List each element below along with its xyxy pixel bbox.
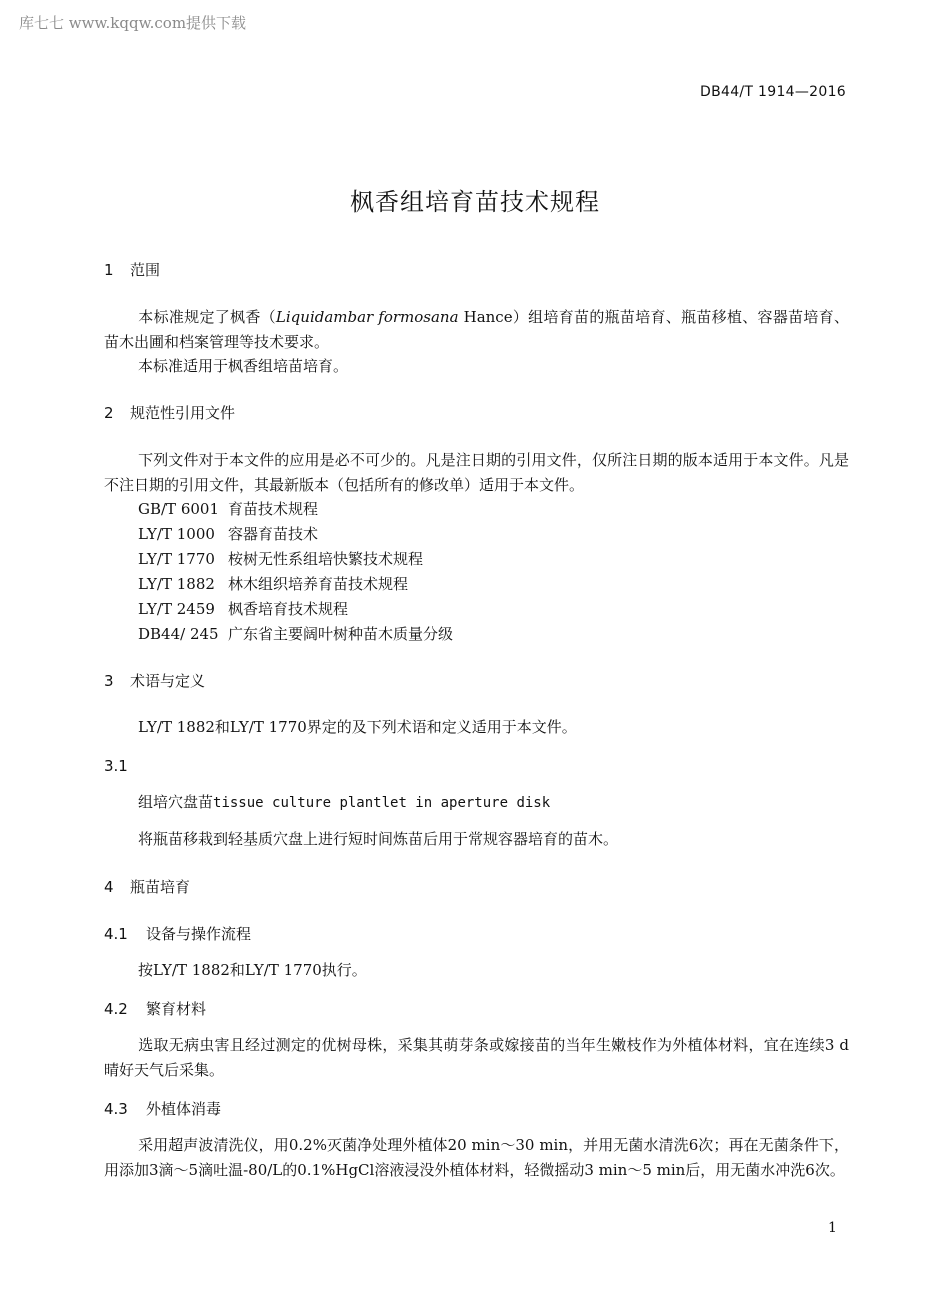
reference-name: 林木组织培养育苗技术规程 xyxy=(228,575,409,593)
section-number: 4 xyxy=(104,878,114,896)
text-run: 本标准规定了枫香（ xyxy=(138,308,276,326)
reference-item xyxy=(138,497,318,522)
subsection-4-1-paragraph: 按LY/T 1882和LY/T 1770执行。 xyxy=(138,961,367,979)
reference-item xyxy=(138,572,408,597)
section-1-paragraph-2 xyxy=(104,354,849,379)
subsection-4-2-paragraph xyxy=(104,1033,849,1083)
term-english: tissue culture plantlet in aperture disk xyxy=(213,795,551,811)
text-run: 本标准适用于枫香组培苗培育。 xyxy=(138,357,349,375)
standard-code: DB44/T 1914—2016 xyxy=(700,84,846,100)
reference-code: DB44/ 245 xyxy=(138,625,219,643)
section-1-paragraph-1 xyxy=(104,305,849,355)
reference-name: 广东省主要阔叶树种苗木质量分级 xyxy=(228,625,454,643)
term-number: 3.1 xyxy=(104,757,128,775)
section-title: 术语与定义 xyxy=(130,672,206,690)
reference-item xyxy=(138,522,318,547)
text-run: 下列文件对于本文件的应用是必不可少的。凡是注日期的引用文件，仅所注日期的版本适用于本文件。凡是不注日期的引用文件，其最新版本（包括所有的修改单）适用于本文件。 xyxy=(104,451,849,494)
reference-code: GB/T 6001 xyxy=(138,500,220,518)
section-4-heading xyxy=(104,876,190,897)
subsection-number: 4.3 xyxy=(104,1100,128,1118)
section-1-heading xyxy=(104,259,160,280)
section-number: 1 xyxy=(104,261,114,279)
document-title: 枫香组培育苗技术规程 xyxy=(350,188,600,216)
text-run: 采用超声波清洗仪，用0.2%灭菌净处理外植体20 min～30 min，并用无菌水清洗6次；再在无菌条件下，用添加3滴～5滴吐温-80/L的0.1%HgCl溶液浸没外植体材料，轻微摇动3 min～5 min后，用无菌水冲洗6次。 xyxy=(104,1136,849,1179)
text-run: 选取无病虫害且经过测定的优树母株，采集其萌芽条或嫁接苗的当年生嫩枝作为外植体材料，宜在连续3 d晴好天气后采集。 xyxy=(104,1036,849,1079)
section-number: 2 xyxy=(104,404,114,422)
reference-item xyxy=(138,547,423,572)
section-3-paragraph-1: LY/T 1882和LY/T 1770界定的及下列术语和定义适用于本文件。 xyxy=(138,718,577,736)
reference-code: LY/T 1882 xyxy=(138,575,215,593)
latin-name: Liquidambar formosana xyxy=(275,308,459,326)
subsection-4-3-heading xyxy=(104,1098,221,1119)
subsection-title: 外植体消毒 xyxy=(146,1100,222,1118)
subsection-4-2-heading xyxy=(104,998,206,1019)
term-chinese: 组培穴盘苗 xyxy=(138,793,214,811)
section-2-heading xyxy=(104,402,235,423)
section-title: 范围 xyxy=(130,261,161,279)
term-name xyxy=(138,790,550,816)
section-title: 瓶苗培育 xyxy=(130,878,191,896)
reference-name: 枫香培育技术规程 xyxy=(228,600,349,618)
reference-code: LY/T 1000 xyxy=(138,525,215,543)
section-3-heading xyxy=(104,670,205,691)
page-number: 1 xyxy=(828,1220,837,1236)
reference-code: LY/T 2459 xyxy=(138,600,215,618)
watermark: 库七七 www.kqqw.com提供下载 xyxy=(19,14,247,32)
subsection-title: 繁育材料 xyxy=(146,1000,207,1018)
reference-name: 育苗技术规程 xyxy=(228,500,319,518)
subsection-number: 4.1 xyxy=(104,925,128,943)
section-2-paragraph-1 xyxy=(104,448,849,498)
reference-name: 容器育苗技术 xyxy=(228,525,319,543)
reference-code: LY/T 1770 xyxy=(138,550,215,568)
subsection-4-3-paragraph xyxy=(104,1133,849,1183)
text-run: Hance）组培育苗的瓶苗培育、瓶苗移植、容器苗培育、苗木出圃和档案管理等技术要求。 xyxy=(104,308,849,351)
subsection-number: 4.2 xyxy=(104,1000,128,1018)
subsection-4-1-heading xyxy=(104,923,251,944)
term-definition: 将瓶苗移栽到轻基质穴盘上进行短时间炼苗后用于常规容器培育的苗木。 xyxy=(138,830,619,848)
section-number: 3 xyxy=(104,672,114,690)
subsection-title: 设备与操作流程 xyxy=(146,925,252,943)
reference-name: 桉树无性系组培快繁技术规程 xyxy=(228,550,424,568)
section-title: 规范性引用文件 xyxy=(130,404,236,422)
reference-item xyxy=(138,597,348,622)
reference-item xyxy=(138,622,453,647)
